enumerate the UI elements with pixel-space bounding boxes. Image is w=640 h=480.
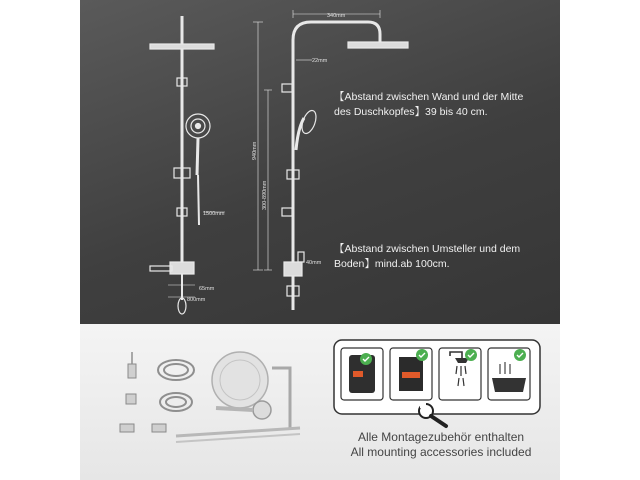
wall-distance-note: 【Abstand zwischen Wand und der Mitte des Duschkopfes】39 bis 40 cm. bbox=[334, 91, 524, 118]
caption-english: All mounting accessories included bbox=[350, 445, 532, 459]
valve-depth-label: 65mm bbox=[199, 286, 215, 292]
wall-bracket-part bbox=[128, 352, 136, 378]
bathtub-icon bbox=[488, 348, 530, 400]
floor-distance-note: 【Abstand zwischen Umsteller und dem Boden】mind.ab 100cm. bbox=[334, 243, 521, 270]
head-reach-label: 340mm bbox=[327, 13, 346, 19]
caption-german: Alle Montagezubehör enthalten bbox=[357, 430, 525, 444]
front-mixer-valve bbox=[170, 262, 194, 274]
total-height-label: 940mm bbox=[252, 141, 258, 160]
side-hand-shower-head bbox=[299, 109, 318, 136]
hose-length-label: 1500mm bbox=[203, 211, 225, 217]
front-shower-head bbox=[150, 44, 214, 49]
arm-length-label: 800mm bbox=[187, 297, 206, 303]
rain-shower-icon bbox=[439, 348, 481, 400]
side-bracket-lower bbox=[282, 208, 292, 216]
coiled-hose-2 bbox=[160, 393, 192, 411]
front-spout bbox=[150, 266, 172, 271]
side-mixer-valve bbox=[284, 262, 302, 276]
front-hose bbox=[198, 175, 199, 225]
front-view bbox=[150, 16, 225, 314]
side-shower-head bbox=[348, 42, 408, 48]
adjust-range-label: 300-890mm bbox=[262, 180, 268, 210]
accessories-illustration bbox=[120, 352, 300, 442]
shower-arm-part bbox=[272, 368, 290, 428]
side-bracket-upper bbox=[282, 84, 292, 92]
water-heater-icon bbox=[341, 348, 383, 400]
hand-shower-part bbox=[253, 401, 271, 419]
front-hand-shower-handle bbox=[197, 138, 198, 175]
instant-heater-icon bbox=[390, 348, 432, 400]
front-wall-connector bbox=[178, 298, 186, 314]
outlet-height-label: 40mm bbox=[306, 260, 322, 266]
hose-holder-part bbox=[126, 394, 136, 404]
eccentric-connector-part bbox=[120, 424, 166, 432]
pipe-diameter-label: 22mm bbox=[312, 58, 328, 64]
